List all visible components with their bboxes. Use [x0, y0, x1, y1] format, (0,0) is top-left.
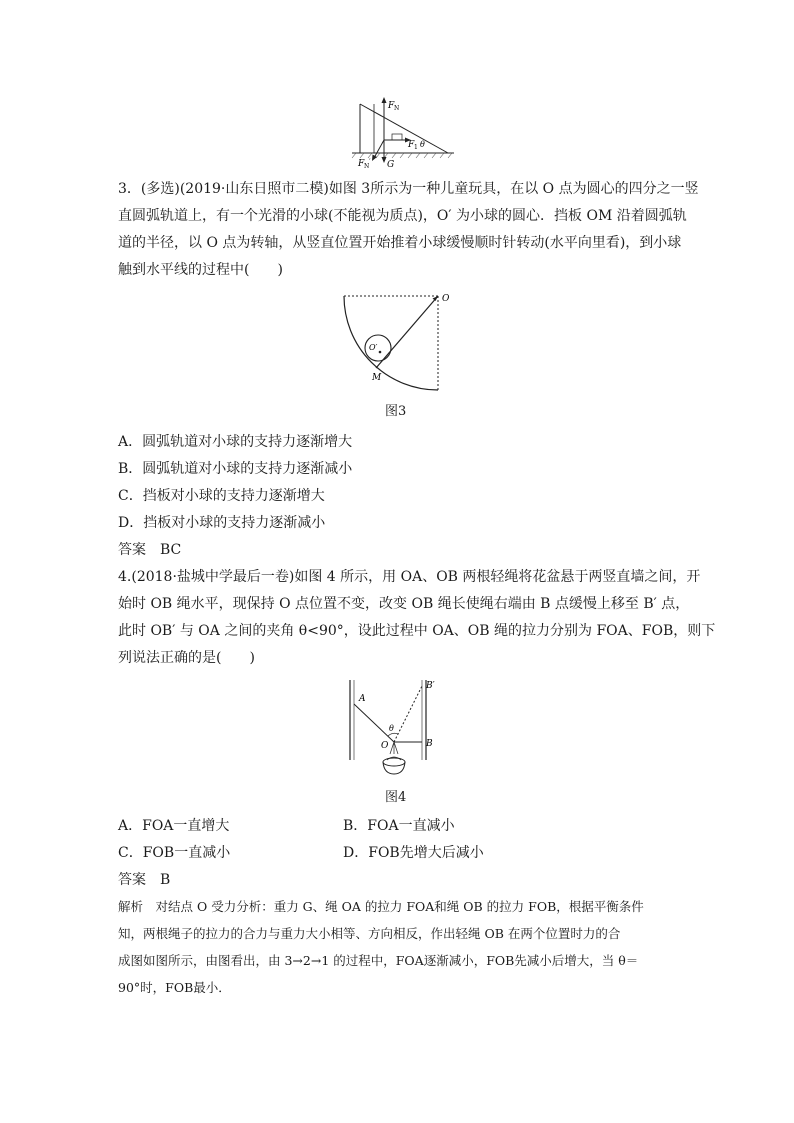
q4-option-c: C．FOB一直减小	[118, 845, 231, 861]
fn-label: F	[388, 101, 395, 111]
fig3-m-label: M	[372, 373, 382, 383]
fn-sub-label: N	[394, 105, 400, 112]
theta-label: θ	[420, 140, 425, 149]
fig4-b-label: B	[426, 739, 433, 749]
q4-option-b: B．FOA一直减小	[343, 818, 455, 834]
q3-option-d: D．挡板对小球的支持力逐渐减小	[118, 515, 326, 531]
q3-option-b: B．圆弧轨道对小球的支持力逐渐减小	[118, 461, 353, 477]
q4-option-a: A．FOA一直增大	[118, 818, 230, 834]
q4-option-d: D．FOB先增大后减小	[343, 845, 484, 861]
fig4-a-label: A	[359, 694, 366, 704]
q3-option-c: C．挡板对小球的支持力逐渐增大	[118, 488, 325, 504]
figure-3-caption: 图3	[385, 404, 407, 419]
figure-4-caption: 图4	[385, 790, 407, 805]
fn-prime-sub-label: N	[364, 163, 370, 170]
figure-4	[340, 676, 450, 786]
q3-line-1: 3．(多选)(2019·山东日照市二模)如图 3所示为一种儿童玩具，在以 O 点为圆心的四分之一竖	[118, 181, 699, 197]
top-force-diagram	[348, 94, 458, 170]
q4-analysis-line-1: 解析 对结点 O 受力分析：重力 G、绳 OA 的拉力 FOA和绳 OB 的拉力 FOB，根据平衡条件	[118, 899, 644, 914]
f1-sub-label: 1	[414, 144, 418, 151]
q3-answer: 答案 BC	[118, 542, 182, 558]
q4-analysis-line-3: 成图如图所示，由图看出，由 3→2→1 的过程中，FOA逐渐减小，FOB先减小后增大，当 θ＝	[118, 953, 639, 968]
q4-line-1: 4.(2018·盐城中学最后一卷)如图 4 所示，用 OA、OB 两根轻绳将花盆悬于两竖直墙之间，开	[118, 569, 701, 585]
q3-option-a: A．圆弧轨道对小球的支持力逐渐增大	[118, 434, 353, 450]
fig4-theta-label: θ	[389, 724, 394, 733]
q3-line-4: 触到水平线的过程中( )	[118, 262, 283, 278]
q4-line-4: 列说法正确的是( )	[118, 650, 255, 666]
q4-answer: 答案 B	[118, 872, 171, 888]
fig4-b-prime-label: B′	[426, 681, 435, 691]
fn-prime-mark: ′	[369, 158, 371, 166]
g-label: G	[387, 160, 395, 170]
figure-3	[336, 290, 460, 394]
q4-line-3: 此时 OB′ 与 OA 之间的夹角 θ<90°，设此过程中 OA、OB 绳的拉力分别为 FOA、FOB，则下	[118, 623, 716, 639]
q4-analysis-line-4: 90°时，FOB最小．	[118, 980, 231, 995]
q3-line-3: 道的半径，以 O 点为转轴，从竖直位置开始推着小球缓慢顺时针转动(水平向里看)，到小球	[118, 235, 682, 251]
fig4-o-label: O	[381, 741, 389, 751]
fn-prime-label: F	[358, 159, 365, 169]
q4-analysis-line-2: 知，两根绳子的拉力的合力与重力大小相等、方向相反，作出轻绳 OB 在两个位置时力的合	[118, 926, 621, 941]
f1-label: F	[408, 140, 415, 150]
q3-line-2: 直圆弧轨道上，有一个光滑的小球(不能视为质点)，O′ 为小球的圆心．挡板 OM 沿着圆弧轨	[118, 208, 687, 224]
q4-line-2: 始时 OB 绳水平，现保持 O 点位置不变，改变 OB 绳长使绳右端由 B 点缓慢上移至 B′ 点，	[118, 596, 690, 612]
fig3-o-prime-label: O′	[369, 343, 378, 352]
fig3-o-label: O	[442, 294, 450, 304]
